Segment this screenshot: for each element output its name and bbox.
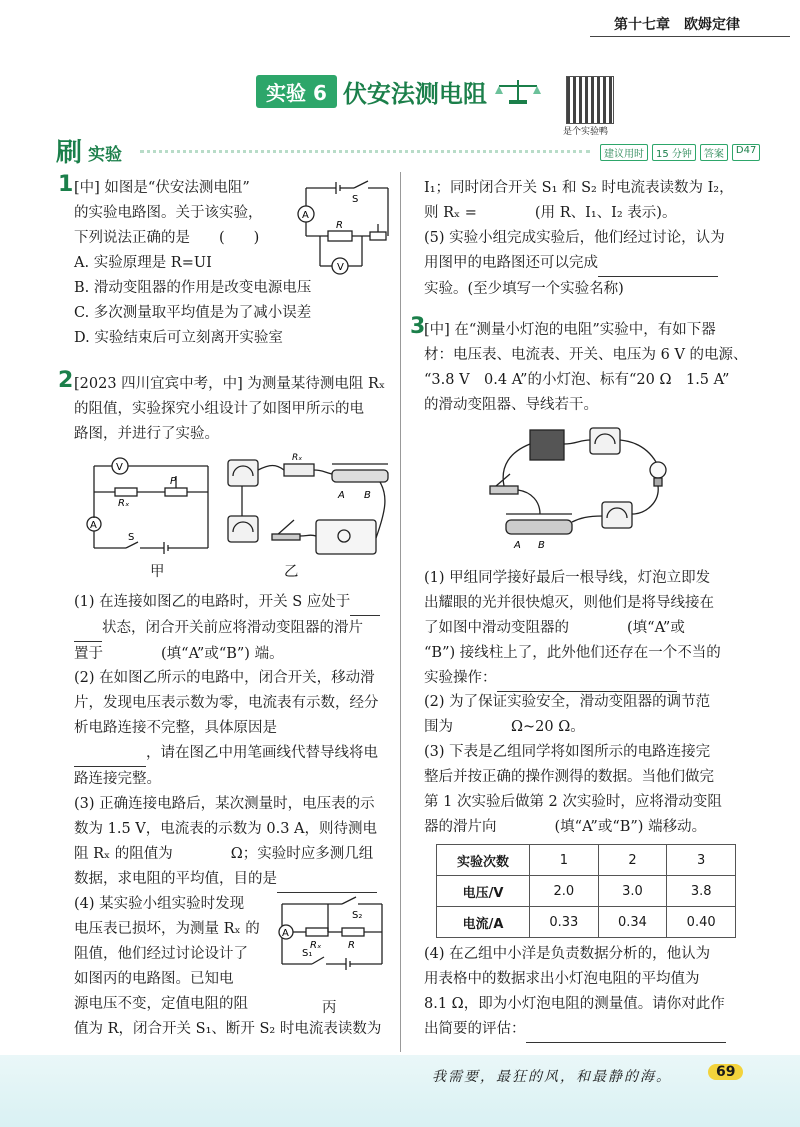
table-row bbox=[437, 876, 736, 907]
q3-p3-line: (3) 下表是乙组同学将如图所示的电路连接完 bbox=[424, 744, 711, 760]
q2-p4-line: (4) 某实验小组实验时发现 bbox=[74, 896, 245, 912]
q2-p4-line: 源电压不变，定值电阻的阻 bbox=[74, 996, 248, 1012]
q2-cont-line: I₁；同时闭合开关 S₁ 和 S₂ 时电流表读数为 I₂， bbox=[424, 180, 734, 196]
table-cell: 电压/V bbox=[437, 876, 530, 907]
q2-p3-line: 数为 1.5 V，电流表的示数为 0.3 A，则待测电 bbox=[74, 821, 377, 837]
q2-p4-line: 电压表已损坏，为测量 Rₓ 的 bbox=[74, 921, 260, 937]
q2-stem-line: 的阻值，实验探究小组设计了如图甲所示的电 bbox=[74, 401, 364, 417]
footer-band bbox=[0, 1055, 800, 1127]
q3-p4-line: 用表格中的数据求出小灯泡电阻的平均值为 bbox=[424, 971, 700, 987]
qr-caption: 是个实验鸭 bbox=[563, 127, 609, 137]
balance-scale-icon bbox=[493, 76, 543, 106]
svg-text:S₁: S₁ bbox=[302, 948, 313, 959]
q3-p4-line: 出简要的评估： bbox=[424, 1021, 526, 1037]
meta-time: 15 分钟 bbox=[652, 144, 696, 161]
svg-text:S: S bbox=[128, 532, 135, 543]
chapter-header: 第十七章 欧姆定律 bbox=[614, 17, 740, 33]
q2-stem-line: [2023 四川宜宾中考，中] 为测量某待测电阻 Rₓ bbox=[74, 376, 386, 392]
table-cell: 0.34 bbox=[598, 907, 667, 938]
q2-p2-line: 路连接完整。 bbox=[74, 771, 161, 787]
experiment-tag: 实验 6 bbox=[256, 75, 337, 108]
q3-p1-line: (1) 甲组同学接好最后一根导线，灯泡立即发 bbox=[424, 570, 711, 586]
section-label: 实验 bbox=[88, 145, 122, 165]
svg-text:V: V bbox=[116, 462, 123, 473]
q3-p3-line: 器的滑片向 (填“A”或“B”) 端移动。 bbox=[424, 819, 707, 835]
q1-option-b[interactable]: B. 滑动变阻器的作用是改变电源电压 bbox=[74, 280, 312, 296]
page-number: 69 bbox=[708, 1064, 743, 1080]
q3-stem-line: 的滑动变阻器、导线若干。 bbox=[424, 397, 598, 413]
q2-figure-jia-label: 甲 bbox=[150, 564, 165, 580]
svg-text:A: A bbox=[514, 540, 521, 551]
q2-p3-line: 数据，求电阻的平均值，目的是 bbox=[74, 871, 277, 887]
q3-part3 bbox=[424, 740, 764, 840]
column-divider bbox=[400, 172, 401, 1052]
q1-option-c[interactable]: C. 多次测量取平均值是为了减小误差 bbox=[74, 305, 312, 321]
q3-p1-line: 实验操作： bbox=[424, 670, 497, 686]
q3-apparatus-figure bbox=[480, 422, 680, 556]
q3-part2 bbox=[424, 690, 764, 740]
q2-cont-line: (5) 实验小组完成实验后，他们经过讨论，认为 bbox=[424, 230, 725, 246]
q1-stem-line: 下列说法正确的是 ( ) bbox=[74, 230, 260, 246]
section-divider bbox=[140, 150, 590, 153]
q2-part3 bbox=[74, 792, 396, 893]
q2-circuit-jia bbox=[80, 452, 215, 557]
svg-text:R: R bbox=[348, 940, 355, 951]
q2-apparatus-yi bbox=[224, 450, 394, 560]
q3-p2-line: 围为 Ω~20 Ω。 bbox=[424, 719, 585, 735]
q1-option-a[interactable]: A. 实验原理是 R=UI bbox=[74, 255, 212, 271]
answer-blank[interactable] bbox=[526, 1017, 726, 1043]
section-meta bbox=[600, 144, 760, 161]
meta-answer-label: 答案 bbox=[700, 144, 728, 161]
q3-stem-line: [中] 在“测量小灯泡的电阻”实验中，有如下器 bbox=[424, 322, 716, 338]
svg-text:A: A bbox=[338, 490, 345, 501]
q2-circuit-bing bbox=[272, 894, 390, 992]
q3-part1 bbox=[424, 566, 764, 692]
q1-circuit-diagram bbox=[296, 178, 396, 278]
table-header-cell: 1 bbox=[530, 845, 599, 876]
q2-cont-line: 用图甲的电路图还可以完成 bbox=[424, 255, 598, 271]
svg-text:A: A bbox=[90, 520, 97, 531]
q3-p2-line: (2) 为了保证实验安全，滑动变阻器的调节范 bbox=[424, 694, 711, 710]
answer-blank[interactable] bbox=[277, 867, 377, 893]
q1-stem-line: 的实验电路图。关于该实验， bbox=[74, 205, 263, 221]
table-header-cell: 实验次数 bbox=[437, 845, 530, 876]
q2-continued bbox=[424, 176, 754, 302]
table-header-cell: 2 bbox=[598, 845, 667, 876]
q3-part4 bbox=[424, 942, 764, 1043]
table-cell: 2.0 bbox=[530, 876, 599, 907]
table-cell: 0.40 bbox=[667, 907, 736, 938]
q2-figure-yi-label: 乙 bbox=[284, 564, 299, 580]
footer-motto: 我需要，最狂的风，和最静的海。 bbox=[432, 1069, 672, 1085]
q1-stem bbox=[74, 176, 312, 351]
header-rule bbox=[590, 36, 790, 37]
svg-text:R: R bbox=[336, 220, 343, 231]
svg-text:S: S bbox=[352, 194, 359, 205]
svg-text:B: B bbox=[538, 540, 545, 551]
q2-p1-line: (1) 在连接如图乙的电路时，开关 S 应处于 bbox=[74, 594, 351, 610]
answer-blank[interactable] bbox=[598, 251, 718, 277]
section-brush-glyph: 刷 bbox=[56, 138, 83, 168]
q2-p2-line: ，请在图乙中用笔画线代替导线将电 bbox=[146, 745, 378, 761]
q3-stem-line: 材：电压表、电流表、开关、电压为 6 V 的电源、 bbox=[424, 347, 748, 363]
q1-stem-line: [中] 如图是“伏安法测电阻” bbox=[74, 180, 250, 196]
q2-number: 2 bbox=[58, 368, 74, 393]
experiment-title bbox=[256, 76, 543, 106]
svg-text:P: P bbox=[170, 476, 177, 487]
q3-p1-line: 出耀眼的光并很快熄灭，则他们是将导线接在 bbox=[424, 595, 714, 611]
q2-p1-line: 置于 (填“A”或“B”) 端。 bbox=[74, 646, 284, 662]
svg-text:Rₓ: Rₓ bbox=[292, 453, 303, 463]
q2-p3-line: (3) 正确连接电路后，某次测量时，电压表的示 bbox=[74, 796, 375, 812]
q3-p3-line: 第 1 次实验后做第 2 次实验时，应将滑动变阻 bbox=[424, 794, 722, 810]
q1-option-d[interactable]: D. 实验结束后可立刻离开实验室 bbox=[74, 330, 283, 346]
table-cell: 3.0 bbox=[598, 876, 667, 907]
answer-blank[interactable] bbox=[74, 616, 102, 642]
q3-data-table bbox=[436, 844, 736, 938]
q2-part1 bbox=[74, 590, 396, 667]
q2-p4-line: 值为 R，闭合开关 S₁、断开 S₂ 时电流表读数为 bbox=[74, 1021, 382, 1037]
q2-p2-line: 片，发现电压表示数为零，电流表有示数，经分 bbox=[74, 695, 379, 711]
q2-p1-line: 状态，闭合开关前应将滑动变阻器的滑片 bbox=[102, 620, 363, 636]
q2-p2-line: (2) 在如图乙所示的电路中，闭合开关，移动滑 bbox=[74, 670, 375, 686]
svg-text:B: B bbox=[364, 490, 371, 501]
experiment-name: 伏安法测电阻 bbox=[342, 79, 487, 108]
answer-blank[interactable] bbox=[74, 741, 146, 767]
table-cell: 电流/A bbox=[437, 907, 530, 938]
q2-cont-line: 则 Rₓ = (用 R、I₁、I₂ 表示)。 bbox=[424, 205, 677, 221]
q3-number: 3 bbox=[410, 314, 426, 339]
q1-number: 1 bbox=[58, 172, 74, 197]
svg-text:V: V bbox=[337, 262, 344, 273]
q3-p1-line: “B”) 接线柱上了，此外他们还存在一个不当的 bbox=[424, 645, 721, 661]
qr-code[interactable] bbox=[566, 76, 614, 124]
meta-answer-page: D47 bbox=[732, 144, 760, 161]
answer-blank[interactable] bbox=[497, 666, 677, 692]
q3-p4-line: (4) 在乙组中小洋是负责数据分析的，他认为 bbox=[424, 946, 711, 962]
table-cell: 3.8 bbox=[667, 876, 736, 907]
q2-stem bbox=[74, 372, 394, 447]
svg-text:S₂: S₂ bbox=[352, 910, 363, 921]
svg-text:Rₓ: Rₓ bbox=[310, 940, 322, 951]
q2-cont-line: 实验。(至少填写一个实验名称) bbox=[424, 281, 624, 297]
table-cell: 0.33 bbox=[530, 907, 599, 938]
q2-p2-line: 析电路连接不完整，具体原因是 bbox=[74, 720, 277, 736]
q3-p4-line: 8.1 Ω，即为小灯泡电阻的测量值。请你对此作 bbox=[424, 996, 725, 1012]
table-header-cell: 3 bbox=[667, 845, 736, 876]
q3-stem bbox=[424, 318, 764, 418]
q2-figure-bing-label: 丙 bbox=[322, 1000, 337, 1016]
q2-part2 bbox=[74, 666, 396, 792]
q3-p1-line: 了如图中滑动变阻器的 (填“A”或 bbox=[424, 620, 685, 636]
svg-text:Rₓ: Rₓ bbox=[118, 498, 130, 509]
q2-p3-line: 阻 Rₓ 的阻值为 Ω；实验时应多测几组 bbox=[74, 846, 374, 862]
table-header-row bbox=[437, 845, 736, 876]
q2-p4-line: 如图丙的电路图。已知电 bbox=[74, 971, 234, 987]
svg-text:A: A bbox=[302, 210, 309, 221]
q2-p4-line: 阻值，他们经过讨论设计了 bbox=[74, 946, 248, 962]
answer-blank[interactable] bbox=[350, 590, 380, 616]
q3-p3-line: 整后并按正确的操作测得的数据。当他们做完 bbox=[424, 769, 714, 785]
q2-stem-line: 路图，并进行了实验。 bbox=[74, 426, 219, 442]
q3-stem-line: “3.8 V 0.4 A”的小灯泡、标有“20 Ω 1.5 A” bbox=[424, 372, 730, 388]
svg-text:A: A bbox=[282, 928, 289, 939]
table-row bbox=[437, 907, 736, 938]
meta-time-label: 建议用时 bbox=[600, 144, 648, 161]
